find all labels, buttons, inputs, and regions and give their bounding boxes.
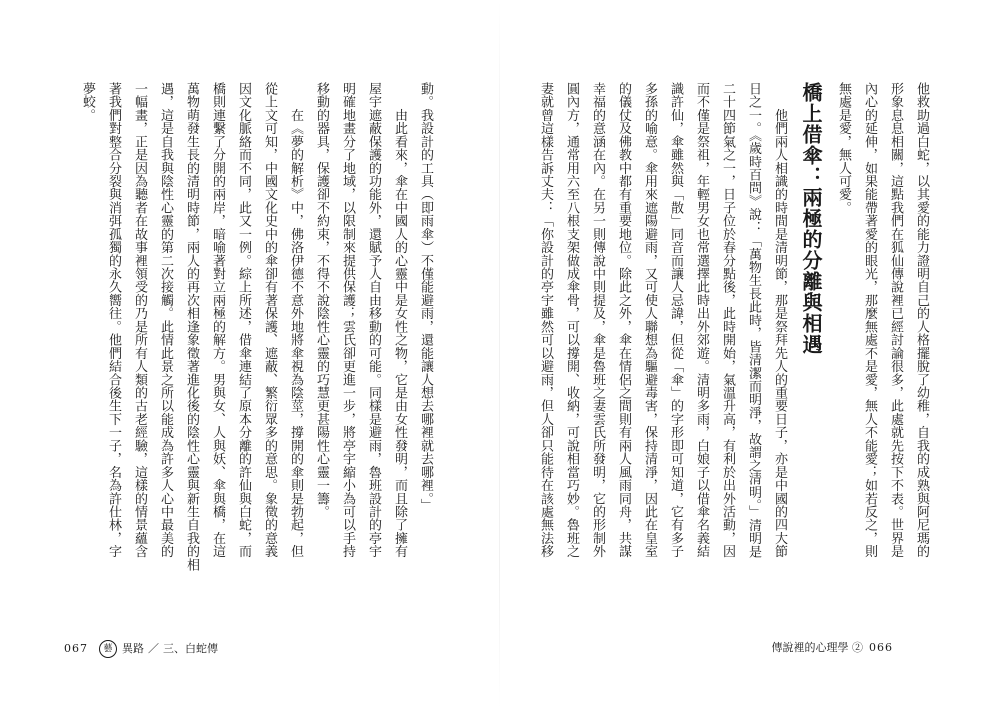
publisher-logo-icon: 藝 (99, 640, 117, 658)
left-paragraph-line: 著我們對整合分裂與消弭孤獨的永久嚮往。他們結合後生下一子，名為許仕林，字 (106, 82, 121, 558)
page-gutter (499, 0, 500, 709)
right-paragraph-line: 無處是愛，無人可愛。 (836, 82, 851, 215)
left-page-footer (58, 640, 218, 658)
right-paragraph-line: 形象息息相關，這點我們在狐仙傳說裡已經討論很多，此處就先按下不表。世界是 (888, 82, 903, 558)
left-paragraph-line: 因文化脈絡而不同，此又一例。綜上所述，借傘連結了原本分離的許仙與白蛇，而 (236, 82, 251, 558)
series-name: 異路 (122, 642, 144, 655)
right-paragraph-line: 內心的延伸，如果能帶著愛的眼光，那麼無處不是愛，無人不能愛；如若反之，則 (862, 82, 877, 558)
right-paragraph-line: 他救助過白蛇，以其愛的能力證明自己的人格擺脫了幼稚，自我的成熟與阿尼瑪的 (914, 82, 929, 558)
left-page-text (80, 82, 438, 614)
right-paragraph-line: 圓內方，通常用六至八根支架做成傘骨，可以撐開、收納，可說相當巧妙。魯班之 (564, 82, 579, 558)
left-paragraph-line: 橋則連繫了分開的兩岸，暗喻著對立兩極的解方。男與女、人與妖、傘與橋，在這 (210, 82, 225, 558)
right-page-footer (772, 640, 900, 656)
page-number-left: 067 (64, 642, 88, 655)
left-paragraph-line: 由此看來，傘在中國人的心靈中是女性之物，它是由女性發明，而且除了擁有 (392, 82, 407, 558)
left-paragraph-line: 在《夢的解析》中，佛洛伊德不意外地將傘視為陰莖，撐開的傘則是勃起，但 (288, 82, 303, 558)
left-paragraph-line: 遇，這是自我與陰性心靈的第二次接觸。此情此景之所以能成為許多人心中最美的 (158, 82, 173, 558)
right-paragraph-line: 日之一。《歲時百問》說：「萬物生長此時，皆清潔而明淨，故謂之清明。」清明是 (746, 82, 761, 559)
left-paragraph-line: 明確地畫分了地域，以限制來提供保護；雲氏卻更進一步，將亭宇縮小為可以手持 (340, 82, 355, 558)
right-paragraph-line: 他們兩人相識的時間是清明節，那是祭拜先人的重要日子，亦是中國的四大節 (772, 82, 787, 558)
right-page-text (538, 82, 934, 614)
chapter-title: 三、白蛇傳 (163, 642, 218, 655)
right-paragraph-line: 的儀仗及佛教中都有重要地位。除此之外，傘在情侶之間則有兩人風雨同舟，共謀 (616, 82, 631, 558)
left-paragraph-line: 從上文可知，中國文化史中的傘卻有著保護、遮蔽、繁衍眾多的意思。象徵的意義 (262, 82, 277, 558)
right-paragraph-line: 二十四節氣之一，日子位於春分點後，此時開始，氣溫升高，有利於出外活動，因 (720, 82, 735, 558)
left-paragraph-line: 夢蛟。 (80, 82, 95, 122)
left-paragraph-line: 移動的器具，保護卻不約束，不得不說陰性心靈的巧慧更甚陽性心靈一籌。 (314, 82, 329, 519)
section-heading: 橋上借傘：兩極的分離與相遇 (799, 82, 823, 355)
footer-separator: ／ (148, 642, 159, 655)
right-paragraph-line: 而不僅是祭祖，年輕男女也常選擇此時出外郊遊。清明多雨，白娘子以借傘名義結 (694, 82, 709, 558)
left-paragraph-line: 萬物萌發生長的清明時節，兩人的再次相逢象徵著進化後的陰性心靈與新生自我的相 (184, 82, 199, 572)
left-paragraph-line: 一幅畫，正是因為聽者在故事裡領受的乃是所有人類的古老經驗，這樣的情景蘊含 (132, 82, 147, 558)
right-paragraph-line: 多孫的喻意。傘用來遮陽避雨，又可使人聯想為驅避毒害，保持清淨，因此在皇室 (642, 82, 657, 558)
page-number-right: 066 (869, 641, 893, 654)
right-paragraph-line: 識許仙，傘雖然與「散」同音而讓人忌諱，但從「傘」的字形即可知道，它有多子 (668, 82, 683, 558)
right-paragraph-line: 妻就曾這樣告訴丈夫：「你設計的亭宇雖然可以避雨，但人卻只能待在該處無法移 (538, 82, 553, 558)
left-paragraph-line: 屋宇遮蔽保護的功能外，還賦予人自由移動的可能。同樣是避雨，魯班設計的亭宇 (366, 82, 381, 558)
book-title: 傳說裡的心理學 ② (771, 641, 863, 654)
right-paragraph-line: 幸福的意涵在內。在另一則傳說中則提及，傘是魯班之妻雲氏所發明，它的形制外 (590, 82, 605, 558)
left-paragraph-line: 動。我設計的工具（即雨傘）不僅能避雨，還能讓人想去哪裡就去哪裡。」 (418, 82, 433, 512)
